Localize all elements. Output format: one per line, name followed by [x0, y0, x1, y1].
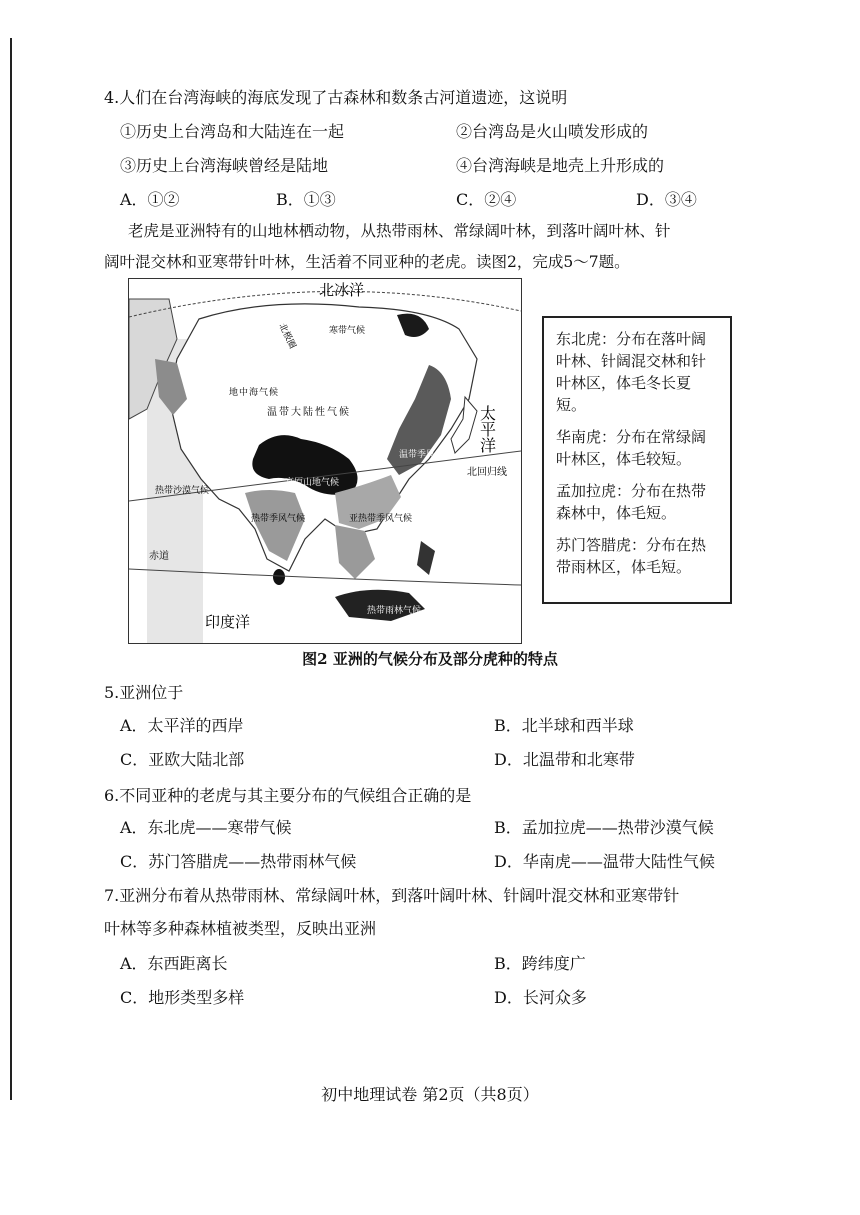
- q7-option-b[interactable]: B．跨纬度广: [494, 954, 586, 973]
- label-tropical-monsoon: 热带季风气候: [251, 514, 306, 524]
- q5-option-c[interactable]: C．亚欧大陆北部: [120, 750, 245, 769]
- q4-stem: 4.人们在台湾海峡的海底发现了古森林和数条古河道遗迹，这说明: [104, 88, 568, 107]
- q6-option-d[interactable]: D．华南虎——温带大陆性气候: [494, 852, 715, 871]
- q4-statement-4: ④台湾海峡是地壳上升形成的: [456, 156, 665, 175]
- label-plateau: 高原山地气候: [285, 478, 340, 488]
- tiger-northeast: 东北虎：分布在落叶阔叶林、针阔混交林和针叶林区，体毛冬长夏短。: [556, 330, 707, 414]
- label-desert: 热带沙漠气候: [155, 486, 210, 496]
- q7-option-c[interactable]: C．地形类型多样: [120, 988, 245, 1007]
- margin-rule: [10, 38, 12, 1100]
- tiger-bengal: 孟加拉虎：分布在热带森林中，体毛短。: [556, 482, 707, 522]
- q6-stem: 6.不同亚种的老虎与其主要分布的气候组合正确的是: [104, 786, 472, 805]
- label-subtropical-monsoon: 亚热带季风气候: [349, 514, 413, 524]
- q4-option-d[interactable]: D．③④: [636, 190, 697, 209]
- q7-option-d[interactable]: D．长河众多: [494, 988, 587, 1007]
- label-temperate-monsoon: 温带季风气候: [399, 450, 454, 460]
- q6-option-a[interactable]: A．东北虎——寒带气候: [120, 818, 292, 837]
- q7-option-a[interactable]: A．东西距离长: [120, 954, 228, 973]
- q4-option-a[interactable]: A．①②: [120, 190, 180, 209]
- label-rainforest: 热带雨林气候: [367, 606, 422, 616]
- q7-stem-line-1: 7.亚洲分布着从热带雨林、常绿阔叶林，到落叶阔叶林、针阔叶混交林和亚寒带针: [104, 886, 680, 905]
- q5-option-a[interactable]: A．太平洋的西岸: [120, 716, 244, 735]
- label-pacific: 太平洋: [477, 405, 497, 453]
- label-equator: 赤道: [149, 551, 169, 562]
- label-arctic-ocean: 北冰洋: [319, 281, 365, 299]
- sri-lanka: [273, 569, 285, 585]
- label-mediterranean: 地中海气候: [229, 388, 280, 398]
- tiger-south-china: 华南虎：分布在常绿阔叶林区，体毛较短。: [556, 428, 707, 468]
- q4-statement-2: ②台湾岛是火山喷发形成的: [456, 122, 649, 141]
- label-cold-zone: 寒带气候: [329, 326, 366, 336]
- figure-caption: 图2 亚洲的气候分布及部分虎种的特点: [302, 650, 558, 668]
- asia-climate-map-graphic: [129, 279, 521, 643]
- q6-option-c[interactable]: C．苏门答腊虎——热带雨林气候: [120, 852, 357, 871]
- q4-option-b[interactable]: B．①③: [276, 190, 336, 209]
- q5-stem: 5.亚洲位于: [104, 683, 184, 702]
- q5-option-d[interactable]: D．北温带和北寒带: [494, 750, 635, 769]
- label-temperate-continental: 温带大陆性气候: [267, 407, 351, 418]
- q7-stem-line-2: 叶林等多种森林植被类型，反映出亚洲: [104, 919, 377, 938]
- label-tropic-of-cancer: 北回归线: [467, 467, 507, 478]
- q6-option-b[interactable]: B．孟加拉虎——热带沙漠气候: [494, 818, 714, 837]
- label-arctic-circle: 北极圈: [276, 321, 298, 351]
- q4-statement-3: ③历史上台湾海峡曾经是陆地: [120, 156, 329, 175]
- page-footer: 初中地理试卷 第2页（共8页）: [321, 1085, 539, 1104]
- intro-line-1: 老虎是亚洲特有的山地林栖动物，从热带雨林、常绿阔叶林，到落叶阔叶林、针: [128, 222, 671, 240]
- q4-statement-1: ①历史上台湾岛和大陆连在一起: [120, 122, 345, 141]
- tiger-sumatran: 苏门答腊虎：分布在热带雨林区，体毛短。: [556, 536, 707, 576]
- label-indian-ocean: 印度洋: [205, 613, 251, 631]
- q5-option-b[interactable]: B．北半球和西半球: [494, 716, 634, 735]
- q4-option-c[interactable]: C．②④: [456, 190, 517, 209]
- intro-line-2: 阔叶混交林和亚寒带针叶林，生活着不同亚种的老虎。读图2，完成5～7题。: [104, 253, 630, 271]
- tiger-legend-box: [542, 316, 732, 604]
- asia-climate-map: [128, 278, 522, 644]
